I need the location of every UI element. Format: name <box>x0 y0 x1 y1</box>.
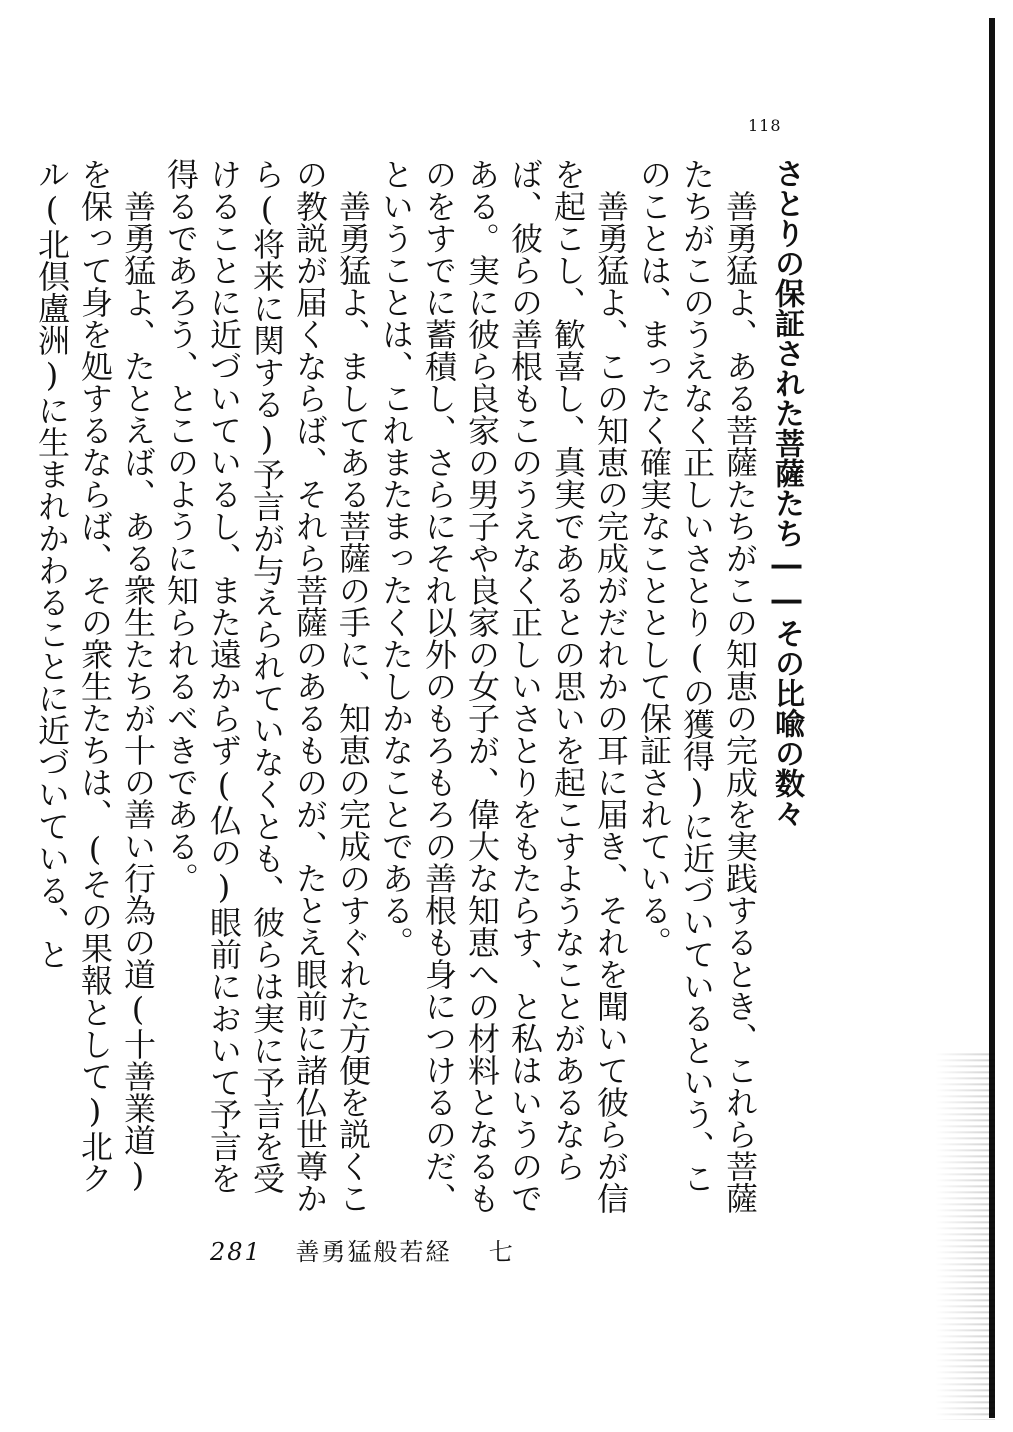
paragraph: 善勇猛よ、ましてある菩薩の手に、知恵の完成のすぐれた方便を説くこの教説が届くならば、それら菩薩のあるものが、たとえ眼前に諸仏世尊から(将来に関する)予言が与えられていなくとも、彼らは実に予言を受けることに近づいているし、また遠からず(仏の)眼前において予言を得るであろう、とこのように知られるべきである。 <box>162 158 372 1214</box>
paragraph: 善勇猛よ、この知恵の完成がだれかの耳に届き、それを聞いて彼らが信を起こし、歓喜し、真実であるとの思いを起こすようなことがあるならば、彼らの善根もこのうえなく正しいさとりをもたらす、と私はいうのである。実に彼ら良家の男子や良家の女子が、偉大な知恵への材料となるものをすでに蓄積し、さらにそれ以外のもろもろの善根も身につけるのだ、ということは、これまたまったくたしかなことである。 <box>377 158 630 1214</box>
running-footer <box>210 1232 515 1267</box>
vertical-text-body <box>33 158 808 1214</box>
paragraph: 善勇猛よ、たとえば、ある衆生たちが十の善い行為の道(十善業道)を保って身を処するならば、その衆生たちは、(その果報として)北クル(北倶盧洲)に生まれかわることに近づいている、と <box>33 158 157 1194</box>
section-heading: さとりの保証された菩薩たち――その比喩の数々 <box>769 158 804 828</box>
scan-edge-noise <box>935 1050 995 1420</box>
book-title: 善勇猛般若経 <box>295 1238 452 1266</box>
folio-number: 281 <box>210 1238 262 1266</box>
paragraph: 善勇猛よ、ある菩薩たちがこの知恵の完成を実践するとき、これら菩薩たちがこのうえなく正しいさとり(の獲得)に近づいているという、このことは、まったく確実なこととして保証されている。 <box>635 158 759 1214</box>
page-number: 118 <box>748 116 782 135</box>
chapter-number: 七 <box>488 1238 515 1266</box>
